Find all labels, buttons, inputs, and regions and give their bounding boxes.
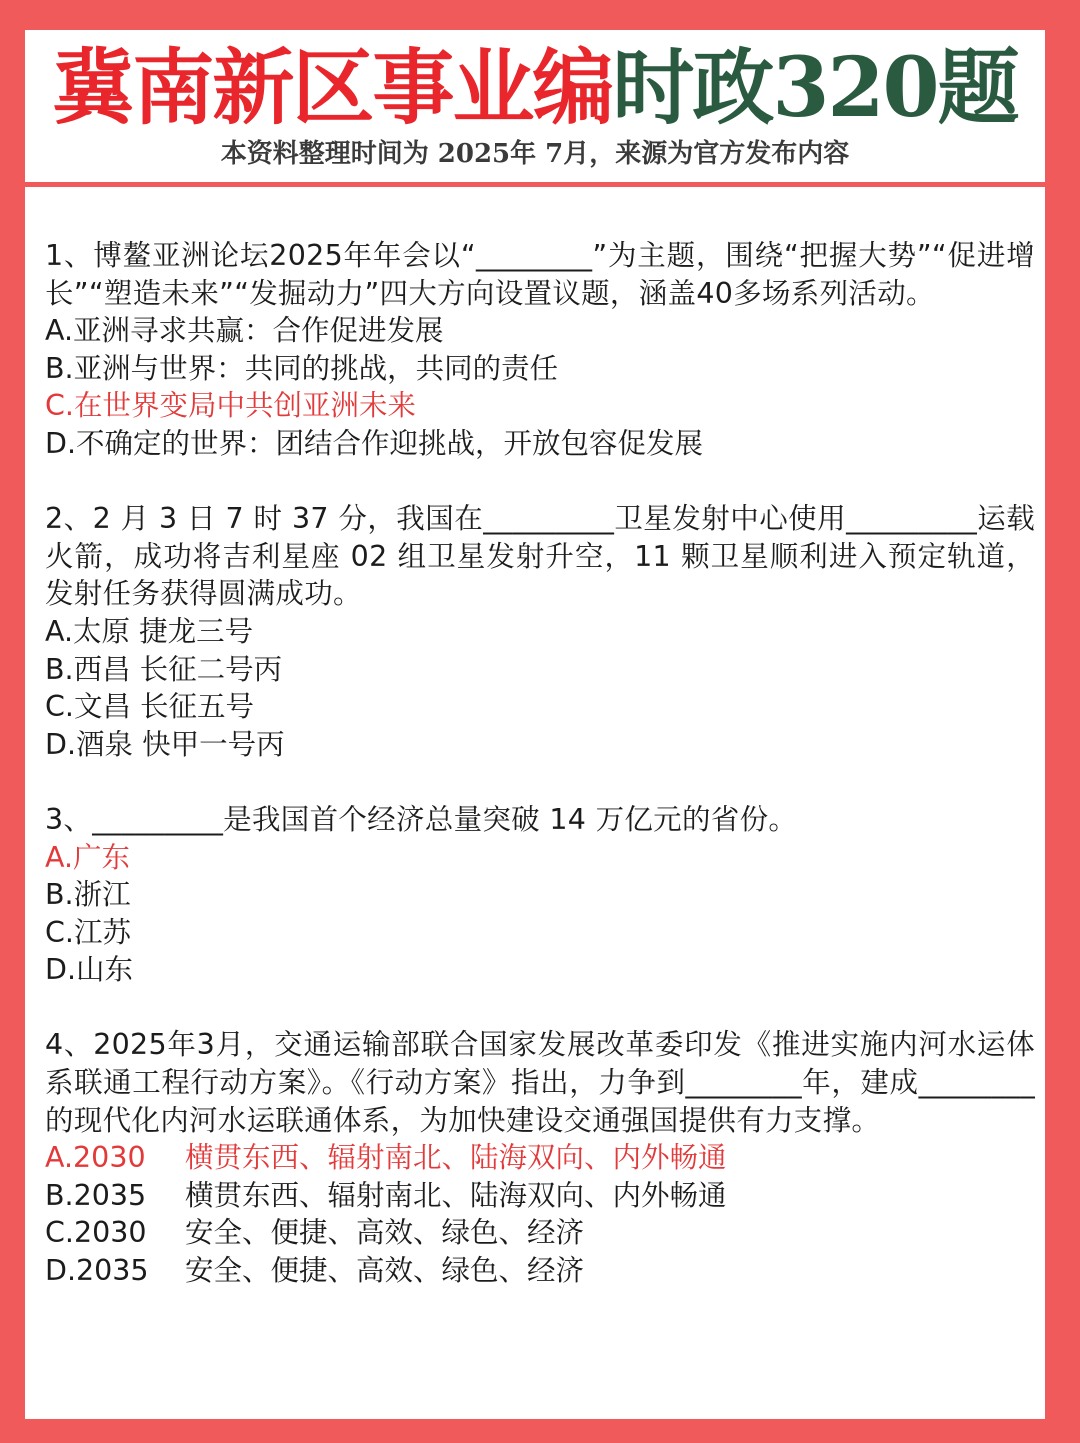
question-3 bbox=[45, 801, 1035, 989]
option-b: B.浙江 bbox=[45, 878, 131, 912]
option-a: A.亚洲寻求共赢：合作促进发展 bbox=[45, 314, 444, 348]
option-b: B.亚洲与世界：共同的挑战，共同的责任 bbox=[45, 351, 559, 385]
question-text: 2、2 月 3 日 7 时 37 分，我国在_________卫星发射中心使用_________运载火箭，成功将吉利星座 02 组卫星发射升空，11 颗卫星顺利进入预定轨道，发射任务获得圆满成功。 bbox=[45, 502, 1035, 611]
option-d bbox=[45, 1252, 1035, 1290]
option-c: C.江苏 bbox=[45, 915, 131, 949]
option-text: 安全、便捷、高效、绿色、经济 bbox=[185, 1216, 585, 1250]
option-b: B.西昌 长征二号丙 bbox=[45, 652, 283, 686]
option-c bbox=[45, 1214, 1035, 1252]
option-c-correct: C.在世界变局中共创亚洲未来 bbox=[45, 389, 416, 423]
option-text: 安全、便捷、高效、绿色、经济 bbox=[185, 1254, 585, 1288]
title-red-part: 冀南新区事业编 bbox=[52, 40, 613, 136]
option-year: A.2030 bbox=[45, 1141, 146, 1175]
option-text: 横贯东西、辐射南北、陆海双向、内外畅通 bbox=[185, 1178, 727, 1212]
option-d: D.山东 bbox=[45, 953, 134, 987]
option-c: C.文昌 长征五号 bbox=[45, 690, 255, 724]
question-text: 3、_________是我国首个经济总量突破 14 万亿元的省份。 bbox=[45, 802, 798, 836]
question-list bbox=[45, 237, 1035, 1327]
question-4 bbox=[45, 1026, 1035, 1289]
option-b bbox=[45, 1177, 1035, 1215]
option-year: D.2035 bbox=[45, 1254, 149, 1288]
option-a-correct bbox=[45, 1139, 1035, 1177]
question-text: 4、2025年3月，交通运输部联合国家发展改革委印发《推进实施内河水运体系联通工程行动方案》。《行动方案》指出，力争到________年，建成________的现代化内河水运联通体系，为加快建设交通强国提供有力支撑。 bbox=[45, 1028, 1035, 1137]
header-card bbox=[25, 30, 1045, 182]
page-title bbox=[25, 38, 1045, 138]
option-a: A.太原 捷龙三号 bbox=[45, 614, 254, 648]
content-card bbox=[25, 187, 1045, 1419]
question-1 bbox=[45, 237, 1035, 463]
option-year: C.2030 bbox=[45, 1216, 147, 1250]
option-d: D.酒泉 快甲一号丙 bbox=[45, 727, 285, 761]
title-green-part: 时政320题 bbox=[612, 40, 1018, 136]
subtitle: 本资料整理时间为 2025年 7月，来源为官方发布内容 bbox=[220, 139, 850, 169]
option-year: B.2035 bbox=[45, 1178, 147, 1212]
option-d: D.不确定的世界：团结合作迎挑战，开放包容促发展 bbox=[45, 426, 704, 460]
option-text: 横贯东西、辐射南北、陆海双向、内外畅通 bbox=[185, 1141, 727, 1175]
question-2 bbox=[45, 500, 1035, 763]
question-text: 1、博鳌亚洲论坛2025年年会以“________”为主题，围绕“把握大势”“促进增长”“塑造未来”“发掘动力”四大方向设置议题，涵盖40多场系列活动。 bbox=[45, 239, 1035, 310]
option-a-correct: A.广东 bbox=[45, 840, 131, 874]
